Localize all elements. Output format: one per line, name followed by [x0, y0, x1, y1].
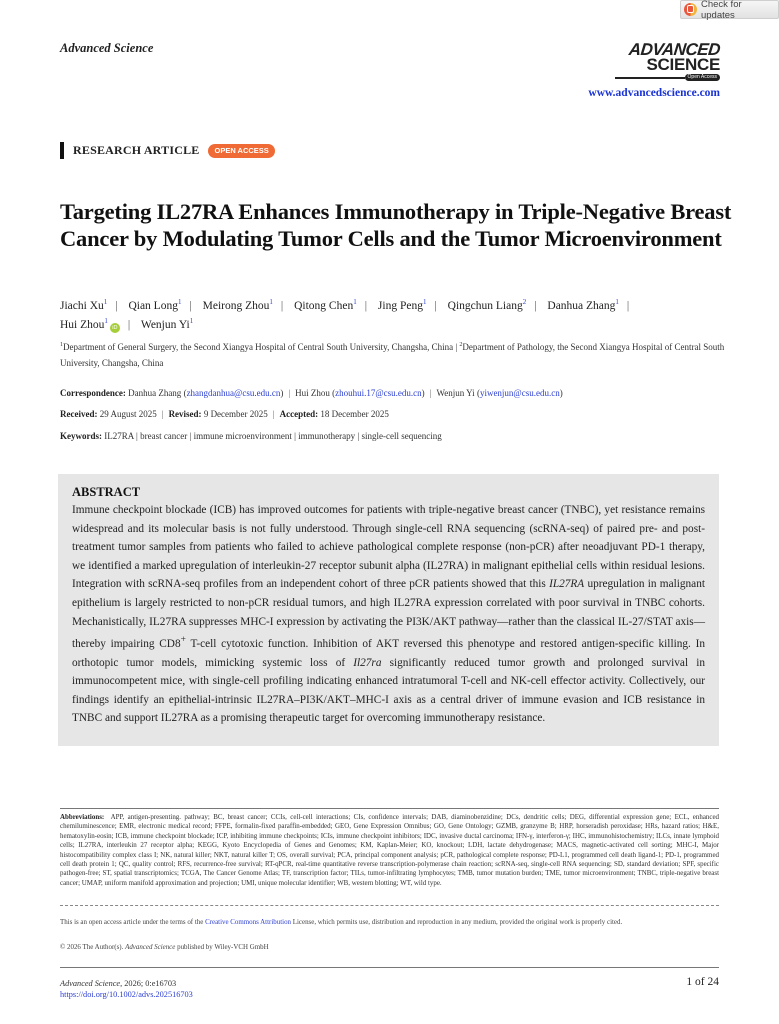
keyword: IL27RA [104, 431, 134, 441]
author[interactable] [60, 300, 107, 312]
author-separator: | [127, 319, 131, 331]
abbreviations-label: Abbreviations: [60, 813, 105, 821]
copyright-text: © 2026 The Author(s). [60, 943, 126, 951]
author-name: Danhua Zhang [547, 300, 616, 312]
author-name: Qian Long [128, 300, 178, 312]
author[interactable] [60, 319, 120, 331]
correspondence-name: Danhua Zhang [128, 388, 182, 398]
journal-name: Advanced Science [60, 41, 154, 55]
affiliation-marker[interactable]: 1 [269, 298, 273, 306]
orcid-icon[interactable]: iD [110, 323, 120, 333]
author-name: Qitong Chen [294, 300, 354, 312]
author-name: Jiachi Xu [60, 300, 104, 312]
article-title: Targeting IL27RA Enhances Immunotherapy in Triple-Negative Breast Cancer by Modulating Tumor Cells and the Tumor Microenvironment [60, 199, 732, 251]
separator: | [161, 409, 164, 419]
abstract-text [72, 501, 705, 728]
footer-divider [60, 967, 719, 968]
revised-date: 9 December 2025 [203, 409, 268, 419]
separator: | [288, 388, 291, 398]
article-type-label: RESEARCH ARTICLE [73, 143, 200, 157]
affiliation-marker[interactable]: 1 [189, 317, 194, 325]
dashed-divider [60, 905, 719, 906]
separator: | [429, 388, 432, 398]
affiliation-marker[interactable]: 1 [104, 317, 108, 325]
accepted-date: 18 December 2025 [320, 409, 389, 419]
logo-line-1: ADVANCED [627, 40, 721, 59]
received-label: Received: [60, 409, 98, 419]
correspondence: Correspondence: Danhua Zhang (zhangdanhua@csu.edu.cn) | Hui Zhou (zhouhui.17@csu.edu.cn) | Wenjun Yi (yiwenjun@csu.edu.cn) [60, 388, 563, 398]
author[interactable] [448, 300, 527, 312]
author-separator: | [534, 300, 537, 312]
author[interactable] [547, 300, 619, 312]
revised-label: Revised: [168, 409, 202, 419]
affiliation-marker[interactable]: 1 [353, 298, 357, 306]
abstract-segment: T-cell cytotoxic function. Inhibition of AKT reversed this phenotype and restored antigen-specific killing. In orthotopic tumor models, mimicking systemic loss of [72, 637, 705, 669]
email-link[interactable]: zhangdanhua@csu.edu.cn [186, 388, 281, 398]
affiliation-marker[interactable]: 1 [422, 298, 427, 306]
doi-link[interactable]: https://doi.org/10.1002/advs.202516703 [60, 990, 193, 999]
author-name: Jing Peng [377, 300, 423, 312]
author-name: Qingchun Liang [447, 300, 523, 312]
abbreviations-divider [60, 808, 719, 809]
keyword: breast cancer [140, 431, 188, 441]
affiliations [60, 337, 725, 371]
keywords: Keywords: IL27RA | breast cancer | immune microenvironment | immunotherapy | single-cell sequencing [60, 431, 442, 441]
author[interactable] [294, 300, 357, 312]
abstract-segment: Immune checkpoint blockade (ICB) has improved outcomes for patients with triple-negative breast cancer (TNBC), yet resistance remains widespread and its molecular basis is not fully understood. Through single-cell RNA sequencing (scRNA-seq) of paired pre- and post-treatment tumor samples from patients who failed to achieve pathological complete response (non-pCR) after neoadjuvant PD-1 therapy, we identified a marked upregulation of interleukin-27 receptor subunit alpha (IL27RA) in malignant epithelial cells within residual lesions. Integration with scRNA-seq profiles from an independent cohort of three pCR patients showed that this [72, 504, 705, 591]
abstract-superscript: + [180, 635, 186, 646]
open-access-badge: OPEN ACCESS [208, 144, 274, 158]
copyright-text: published by Wiley-VCH GmbH [175, 943, 269, 951]
abstract-segment: upregulation in malignant epithelium is largely restricted to non-pCR residual tumors, and high IL27RA expression correlated with poor survival in TNBC cohorts. Mechanistically, IL27RA suppresses MHC-I expression by activating the PI3K/AKT pathway—rather than the classical IL-27/STAT axis—thereby impairing CD8 [72, 578, 705, 650]
email-link[interactable]: zhouhui.17@csu.edu.cn [335, 388, 422, 398]
logo-open-access-tag: Open Access [685, 74, 720, 81]
abstract-segment: significantly reduced tumor growth and prolonged survival in immunocompetent mice, with single-cell profiling indicating enhanced intratumoral T-cell and NK-cell effector activity. Collectively, our findings identify an epithelial-intrinsic IL27RA–PI3K/AKT–MHC-I axis as a central driver of immune evasion and ICB resistance in TNBC and support IL27RA as a promising therapeutic target for overcoming immunotherapy resistance. [72, 656, 705, 725]
check-for-updates-button[interactable] [680, 0, 779, 19]
citation-journal: Advanced Science [60, 979, 121, 988]
received-date: 29 August 2025 [99, 409, 157, 419]
author-separator: | [115, 300, 118, 312]
author-name: Meirong Zhou [202, 300, 270, 312]
author-name: Wenjun Yi [140, 319, 190, 331]
author-separator: | [626, 300, 630, 312]
journal-website-link[interactable]: www.advancedscience.com [588, 87, 720, 99]
author-separator: | [364, 300, 368, 312]
correspondence-name: Wenjun Yi [436, 388, 475, 398]
affiliation-text: Department of Pathology, the Second Xiangya Hospital of Central South University, Changsha, China [60, 342, 725, 368]
abbreviations [60, 813, 719, 888]
article-dates [60, 409, 725, 419]
affiliation-marker[interactable]: 1 [103, 298, 108, 306]
affiliation-marker[interactable]: 2 [522, 298, 527, 306]
author-separator: | [434, 300, 437, 312]
keyword: single-cell sequencing [361, 431, 442, 441]
page-number: 1 of 24 [686, 976, 719, 988]
author-name: Hui Zhou [60, 319, 105, 331]
article-type-header [60, 142, 275, 159]
correspondence-name: Hui Zhou [295, 388, 330, 398]
affiliation-number: 2 [459, 342, 463, 348]
keywords-label: Keywords: [60, 431, 102, 441]
author-list [60, 295, 730, 333]
journal-logo [610, 42, 720, 81]
abstract-gene-italic: IL27RA [549, 578, 585, 591]
author[interactable] [141, 319, 193, 331]
license-text: License, which permits use, distribution and reproduction in any medium, provided the original work is properly cited. [291, 918, 623, 926]
copyright [60, 943, 269, 951]
keyword: immunotherapy [298, 431, 356, 441]
author-separator: | [189, 300, 192, 312]
accepted-label: Accepted: [279, 409, 319, 419]
crossmark-icon [684, 3, 697, 16]
affiliation-text: Department of General Surgery, the Second Xiangya Hospital of Central South University, Changsha, China [63, 342, 454, 352]
creative-commons-link[interactable]: Creative Commons Attribution [205, 918, 292, 926]
keyword: immune microenvironment [193, 431, 292, 441]
correspondence-label: Correspondence: [60, 388, 126, 398]
email-link[interactable]: yiwenjun@csu.edu.cn [479, 388, 560, 398]
check-for-updates-label: Check for updates [700, 0, 742, 21]
affiliation-marker[interactable]: 1 [615, 298, 619, 306]
copyright-journal: Advanced Science [125, 943, 176, 951]
author[interactable] [378, 300, 427, 312]
author-separator: | [280, 300, 284, 312]
license-statement [60, 915, 719, 929]
affiliation-separator: | [455, 342, 460, 352]
author[interactable] [203, 300, 273, 312]
author[interactable] [128, 300, 181, 312]
citation-line [60, 978, 193, 989]
article-type-bar [60, 142, 64, 159]
affiliation-marker[interactable]: 1 [177, 298, 182, 306]
abbreviations-text: APP, antigen-presenting. pathway; BC, breast cancer; CCIs, cell-cell interactions; CIs, confidence intervals; DAB, diaminobenzidine; DCs, dendritic cells; DEG, differential expression gene; ECL, enhanced chemiluminescence; EMR, electronic medical record; FFPE, formalin-fixed paraffin-embedded; GEO, Gene Expression Omnibus; GO, Gene Ontology; GZMB, granzyme B; HRP, horseradish peroxidase; HRs, hazard ratios; H&E, hematoxylin-eosin; ICB, immune checkpoint blockade; ICP, inhibiting immune checkpoints; ICIs, immune checkpoint inhibitors; IDC, invasive ductal carcinoma; IFN-γ, interferon-γ; IHC, immunohistochemistry; ILCs, innate lymphoid cells; IL27RA, interleukin 27 receptor alpha; KEGG, Kyoto Encyclopedia of Genes and Genomes; KM, Kaplan-Meier; KO, knockout; LDH, lactate dehydrogenase; MACS, magnetic-activated cell sorting; MHC-I, Major histocompatibility complex class I; NK, natural killer; NKT, natural killer T; OS, overall survival; PCA, principal component analysis; pCR, pathological complete response; PD-L1, programmed cell death ligand-1; PD-1, programmed cell death protein 1; QC, quality control; RFS, recurrence-free survival; RT-qPCR, real-time quantitative reverse transcription-polymerase chain reaction; scRNA-seq, single-cell RNA sequencing; SD, standard deviation; SPF, specific pathogen-free; ST, spatial transcriptomics; TCGA, The Cancer Genome Atlas; TF, transcription factor; TILs, tumor-infiltrating lymphocytes; TMB, tumor mutation burden; TME, tumor microenvironment; TNBC, triple-negative breast cancer; UMAP, uniform manifold approximation and projection; UMI, unique molecular identifier; WB, western blotting; WT, wild type. [60, 813, 719, 887]
abstract-heading: ABSTRACT [72, 485, 141, 499]
logo-rule [615, 77, 685, 79]
affiliation-number: 1 [60, 342, 63, 348]
abstract-gene-italic: Il27ra [353, 656, 382, 669]
citation-volume: , 2026; 0:e16703 [120, 979, 177, 988]
footer-citation [60, 978, 193, 1000]
license-text: This is an open access article under the terms of the [60, 918, 206, 926]
separator: | [272, 409, 275, 419]
abstract-box [58, 474, 719, 746]
logo-line-2: SCIENCE [646, 55, 720, 74]
logo-open-access-bar [610, 74, 720, 81]
